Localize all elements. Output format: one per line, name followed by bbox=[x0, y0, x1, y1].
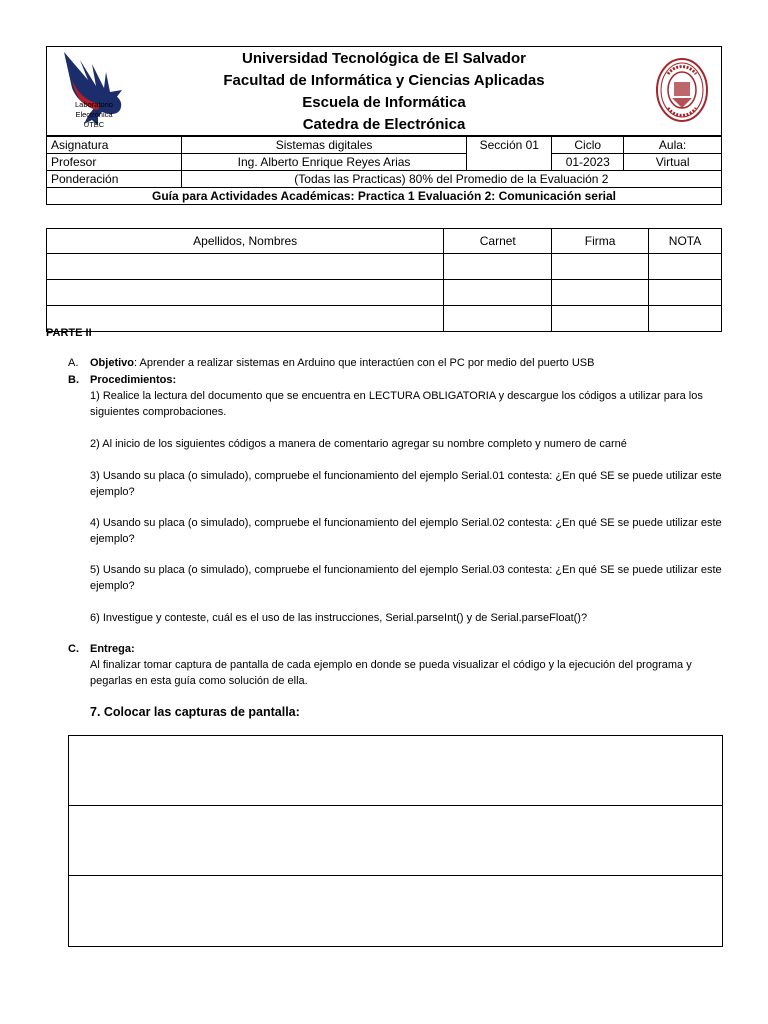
table-row bbox=[47, 280, 722, 306]
firma-cell[interactable] bbox=[552, 280, 649, 306]
table-row bbox=[47, 306, 722, 332]
guide-title: Guía para Actividades Académicas: Practica 1 Evaluación 2: Comunicación serial bbox=[47, 188, 722, 205]
list-item: 1) Realice la lectura del documento que se encuentra en LECTURA OBLIGATORIA y descargue los códigos a utilizar para los siguientes comprobaciones. bbox=[90, 390, 703, 418]
nota-cell[interactable] bbox=[649, 306, 722, 332]
objective-label: Objetivo bbox=[90, 357, 135, 369]
nota-cell[interactable] bbox=[649, 254, 722, 280]
university-seal-icon bbox=[656, 58, 708, 122]
asignatura-label: Asignatura bbox=[47, 137, 182, 154]
asignatura-value: Sistemas digitales bbox=[181, 137, 467, 154]
firma-cell[interactable] bbox=[552, 306, 649, 332]
list-item: 5) Usando su placa (o simulado), compruebe el funcionamiento del ejemplo Serial.03 contesta: ¿En qué SE se puede utilizar este ejemplo? bbox=[90, 564, 722, 592]
screenshots-heading: 7. Colocar las capturas de pantalla: bbox=[90, 705, 300, 719]
screenshot-box[interactable] bbox=[69, 806, 722, 876]
name-cell[interactable] bbox=[47, 280, 444, 306]
name-cell[interactable] bbox=[47, 254, 444, 280]
lab-caption-line: Electrónica bbox=[75, 110, 113, 119]
lab-caption-line: Laboratorio bbox=[75, 100, 113, 109]
section-heading: PARTE II bbox=[46, 327, 92, 339]
procedures-label: Procedimientos: bbox=[90, 374, 177, 386]
ciclo-value: 01-2023 bbox=[552, 154, 624, 171]
list-letter-c: C. bbox=[68, 643, 79, 655]
aula-label: Aula: bbox=[624, 137, 722, 154]
ciclo-label: Ciclo bbox=[552, 137, 624, 154]
school-title: Escuela de Informática bbox=[302, 94, 466, 111]
table-header-row bbox=[47, 229, 722, 254]
list-item: 6) Investigue y conteste, cuál es el uso de las instrucciones, Serial.parseInt() y de Serial.parseFloat()? bbox=[90, 612, 588, 624]
list-item: 3) Usando su placa (o simulado), compruebe el funcionamiento del ejemplo Serial.01 contesta: ¿En qué SE se puede utilizar este ejemplo? bbox=[90, 470, 722, 498]
list-item: 4) Usando su placa (o simulado), compruebe el funcionamiento del ejemplo Serial.02 contesta: ¿En qué SE se puede utilizar este ejemplo? bbox=[90, 517, 722, 545]
students-table bbox=[46, 228, 722, 332]
lab-caption bbox=[52, 100, 136, 130]
firma-cell[interactable] bbox=[552, 254, 649, 280]
ponderacion-label: Ponderación bbox=[47, 171, 182, 188]
column-header-carnet: Carnet bbox=[444, 229, 552, 254]
objective-text: : Aprender a realizar sistemas en Arduino que interactúen con el PC por medio del puerto USB bbox=[134, 357, 595, 369]
table-row bbox=[47, 188, 722, 205]
title-block bbox=[180, 48, 588, 136]
table-row bbox=[47, 171, 722, 188]
table-row bbox=[47, 254, 722, 280]
list-letter-a: A. bbox=[68, 357, 79, 369]
carnet-cell[interactable] bbox=[444, 254, 552, 280]
screenshot-box[interactable] bbox=[69, 736, 722, 806]
screenshot-box[interactable] bbox=[69, 876, 722, 946]
column-header-firma: Firma bbox=[552, 229, 649, 254]
chair-title: Catedra de Electrónica bbox=[302, 116, 466, 133]
objective-line bbox=[90, 355, 594, 371]
list-item: 2) Al inicio de los siguientes códigos a manera de comentario agregar su nombre completo y numero de carné bbox=[90, 438, 627, 450]
carnet-cell[interactable] bbox=[444, 280, 552, 306]
column-header-nota: NOTA bbox=[649, 229, 722, 254]
list-letter-b: B. bbox=[68, 374, 79, 386]
profesor-label: Profesor bbox=[47, 154, 182, 171]
name-cell[interactable] bbox=[47, 306, 444, 332]
delivery-text: Al finalizar tomar captura de pantalla de cada ejemplo en donde se pueda visualizar el código y la ejecución del programa y pegarlas en esta guía como solución de ella. bbox=[90, 659, 692, 687]
profesor-value: Ing. Alberto Enrique Reyes Arias bbox=[181, 154, 467, 171]
screenshot-area bbox=[68, 735, 723, 947]
delivery-label: Entrega: bbox=[90, 643, 135, 655]
seccion-value: Sección 01 bbox=[467, 137, 552, 171]
column-header-names: Apellidos, Nombres bbox=[47, 229, 444, 254]
lab-caption-line: UTEC bbox=[83, 120, 105, 129]
aula-value: Virtual bbox=[624, 154, 722, 171]
carnet-cell[interactable] bbox=[444, 306, 552, 332]
university-title: Universidad Tecnológica de El Salvador bbox=[242, 50, 526, 67]
table-row bbox=[47, 154, 722, 171]
nota-cell[interactable] bbox=[649, 280, 722, 306]
table-row bbox=[47, 137, 722, 154]
ponderacion-value: (Todas las Practicas) 80% del Promedio de la Evaluación 2 bbox=[181, 171, 721, 188]
faculty-title: Facultad de Informática y Ciencias Aplicadas bbox=[223, 72, 545, 89]
course-info-table bbox=[46, 136, 722, 205]
